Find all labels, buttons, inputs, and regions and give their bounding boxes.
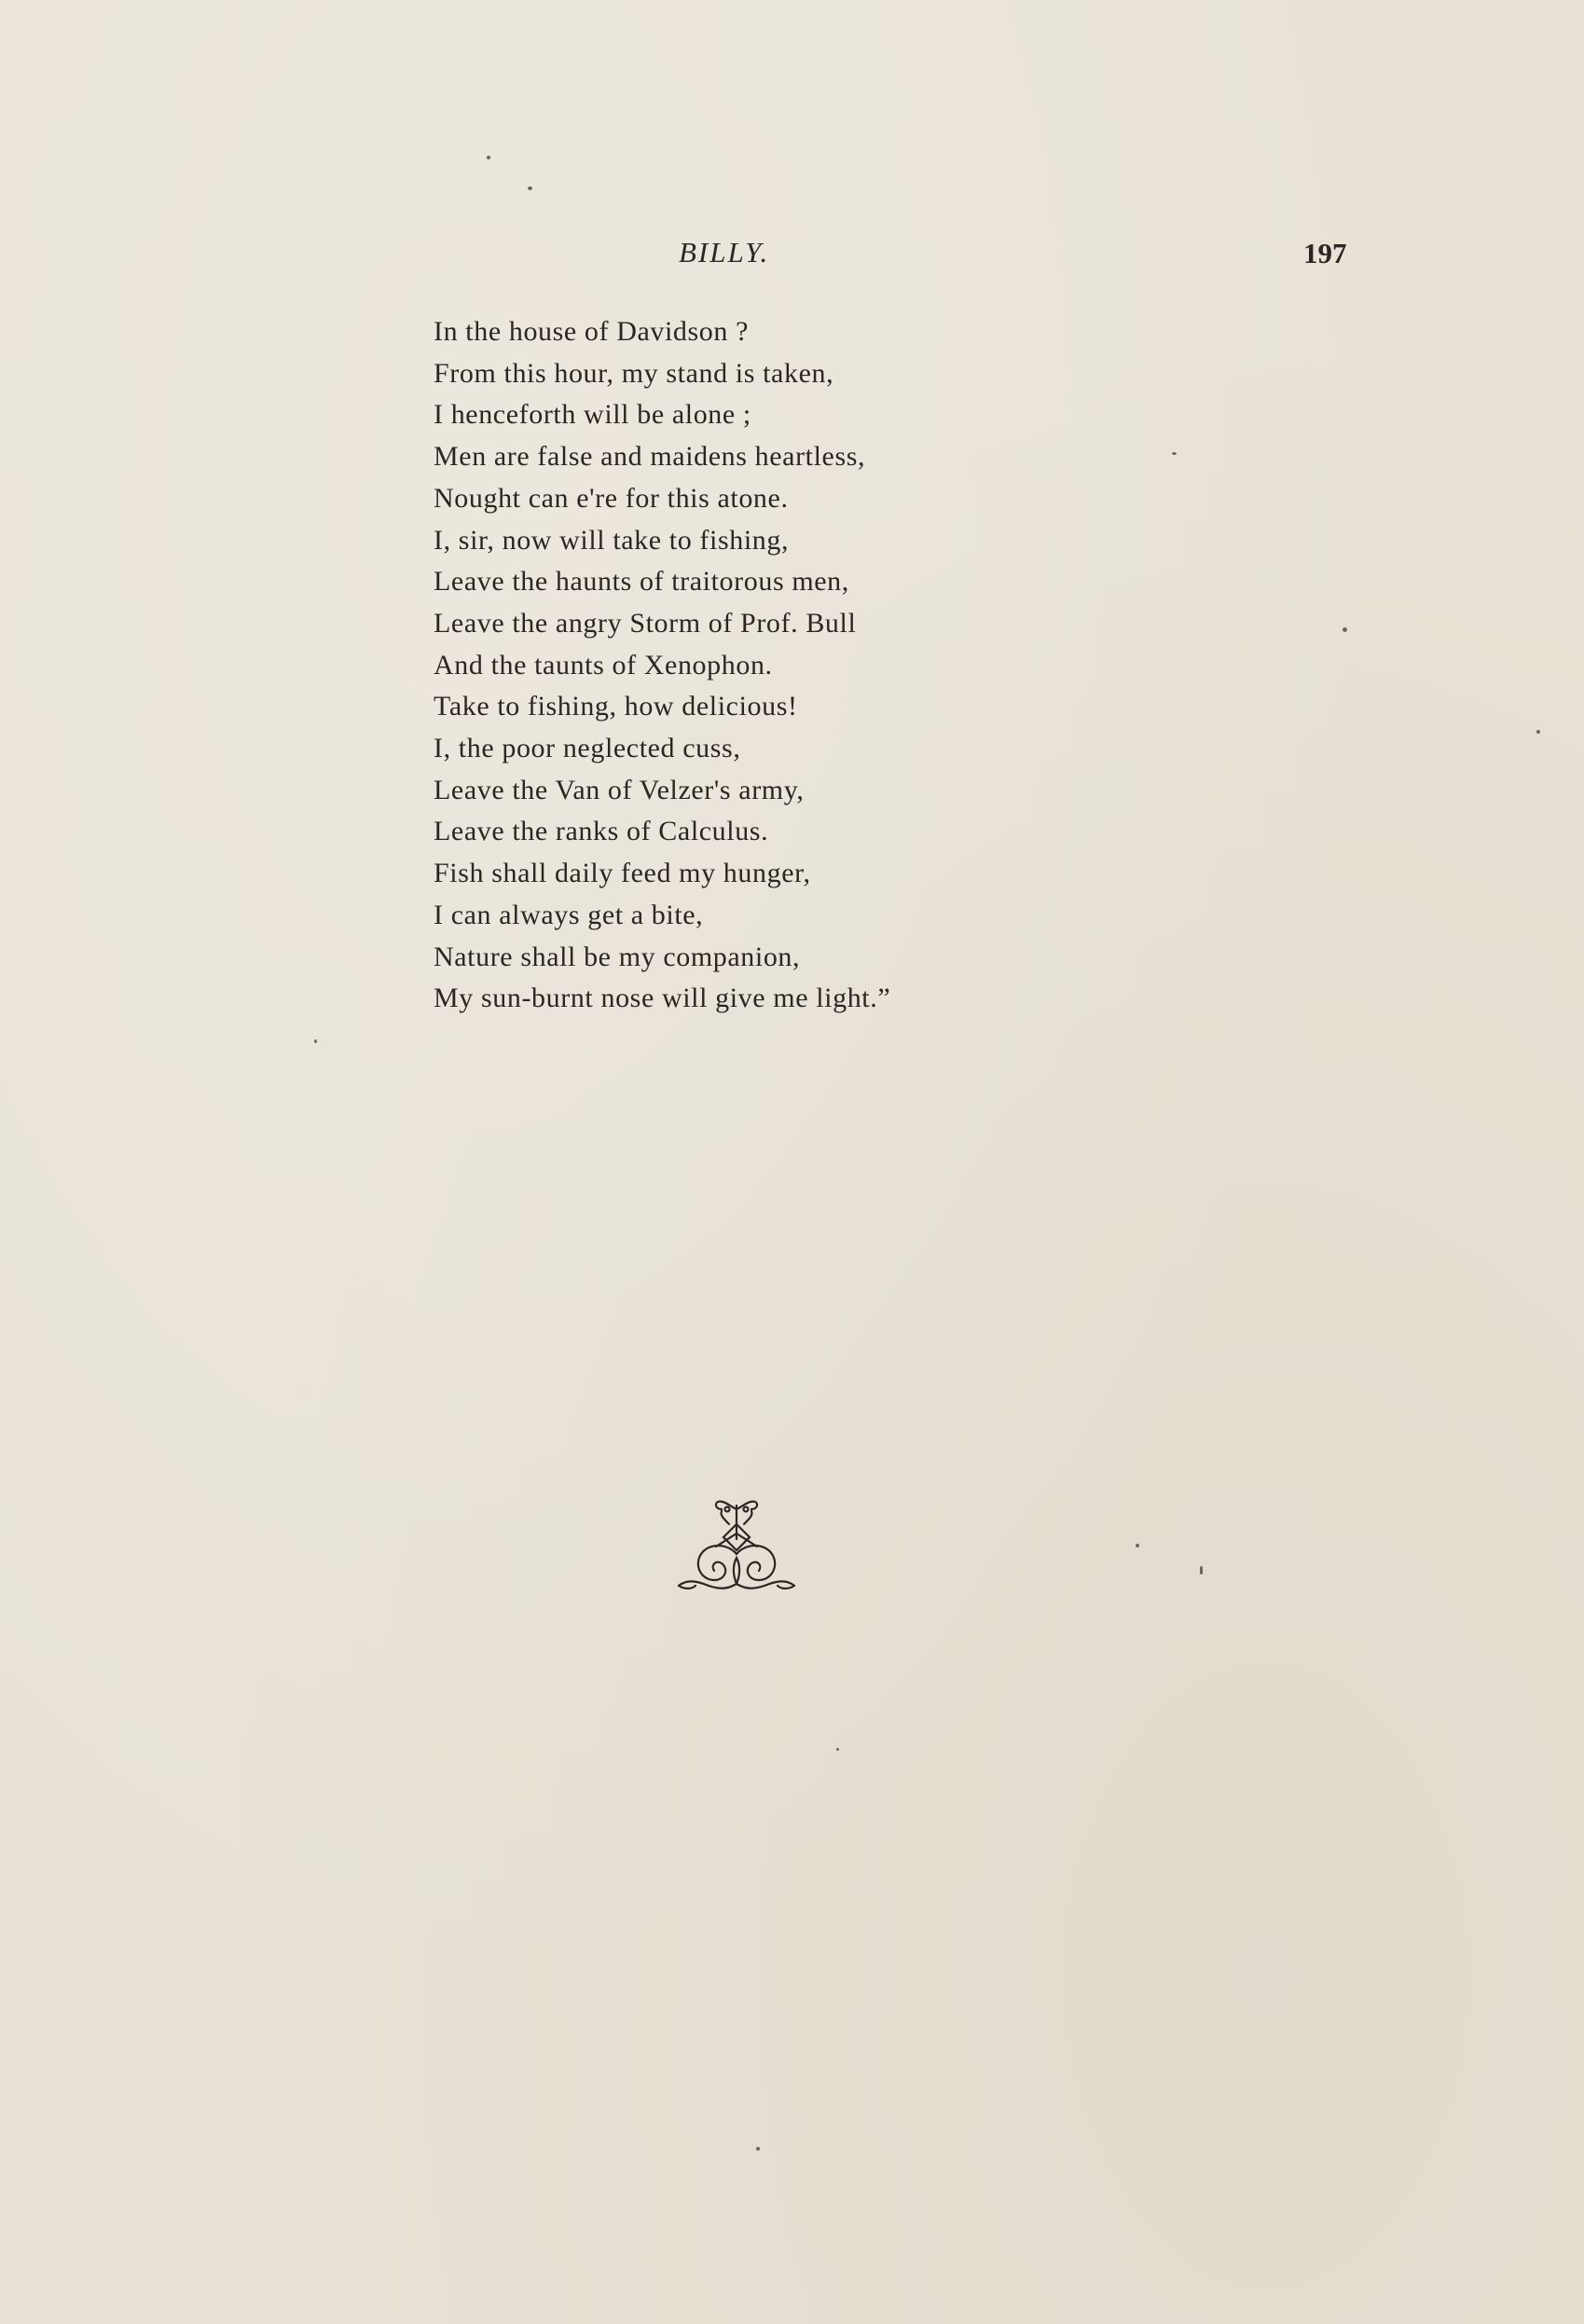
paper-speck	[314, 1039, 317, 1043]
poem-line: Leave the Van of Velzer's army,	[434, 774, 805, 805]
paper-speck	[1200, 1566, 1203, 1575]
paper-speck	[836, 1748, 839, 1751]
paper-speck	[487, 156, 490, 159]
page-number: 197	[1303, 237, 1347, 269]
poem-line: And the taunts of Xenophon.	[434, 649, 773, 681]
paper-speck	[756, 2147, 760, 2151]
poem-line: I, sir, now will take to fishing,	[434, 524, 790, 556]
poem-line: In the house of Davidson ?	[434, 316, 750, 347]
poem-line: Leave the ranks of Calculus.	[434, 816, 769, 847]
poem-line: Leave the angry Storm of Prof. Bull	[434, 607, 857, 639]
poem-line: I can always get a bite,	[434, 899, 704, 930]
poem-line: Take to fishing, how delicious!	[434, 691, 798, 722]
poem-line: Nought can e're for this atone.	[434, 482, 789, 514]
fleuron-ornament-icon	[671, 1496, 802, 1601]
running-title: BILLY.	[679, 236, 770, 268]
poem-line: I henceforth will be alone ;	[434, 399, 751, 431]
paper-speck	[1172, 452, 1177, 455]
poem-line: Leave the haunts of traitorous men,	[434, 566, 849, 598]
paper-speck	[1536, 730, 1540, 734]
poem-line: I, the poor neglected cuss,	[434, 733, 741, 764]
paper-speck	[1343, 627, 1347, 632]
poem-line: From this hour, my stand is taken,	[434, 357, 834, 389]
poem-stanza	[434, 311, 890, 1020]
poem-line: Fish shall daily feed my hunger,	[434, 858, 811, 889]
poem-line: My sun-burnt nose will give me light.”	[434, 983, 891, 1014]
poem-line: Nature shall be my companion,	[434, 941, 801, 972]
paper-speck	[528, 186, 532, 190]
paper-speck	[1136, 1544, 1139, 1547]
poem-line: Men are false and maidens heartless,	[434, 441, 866, 473]
